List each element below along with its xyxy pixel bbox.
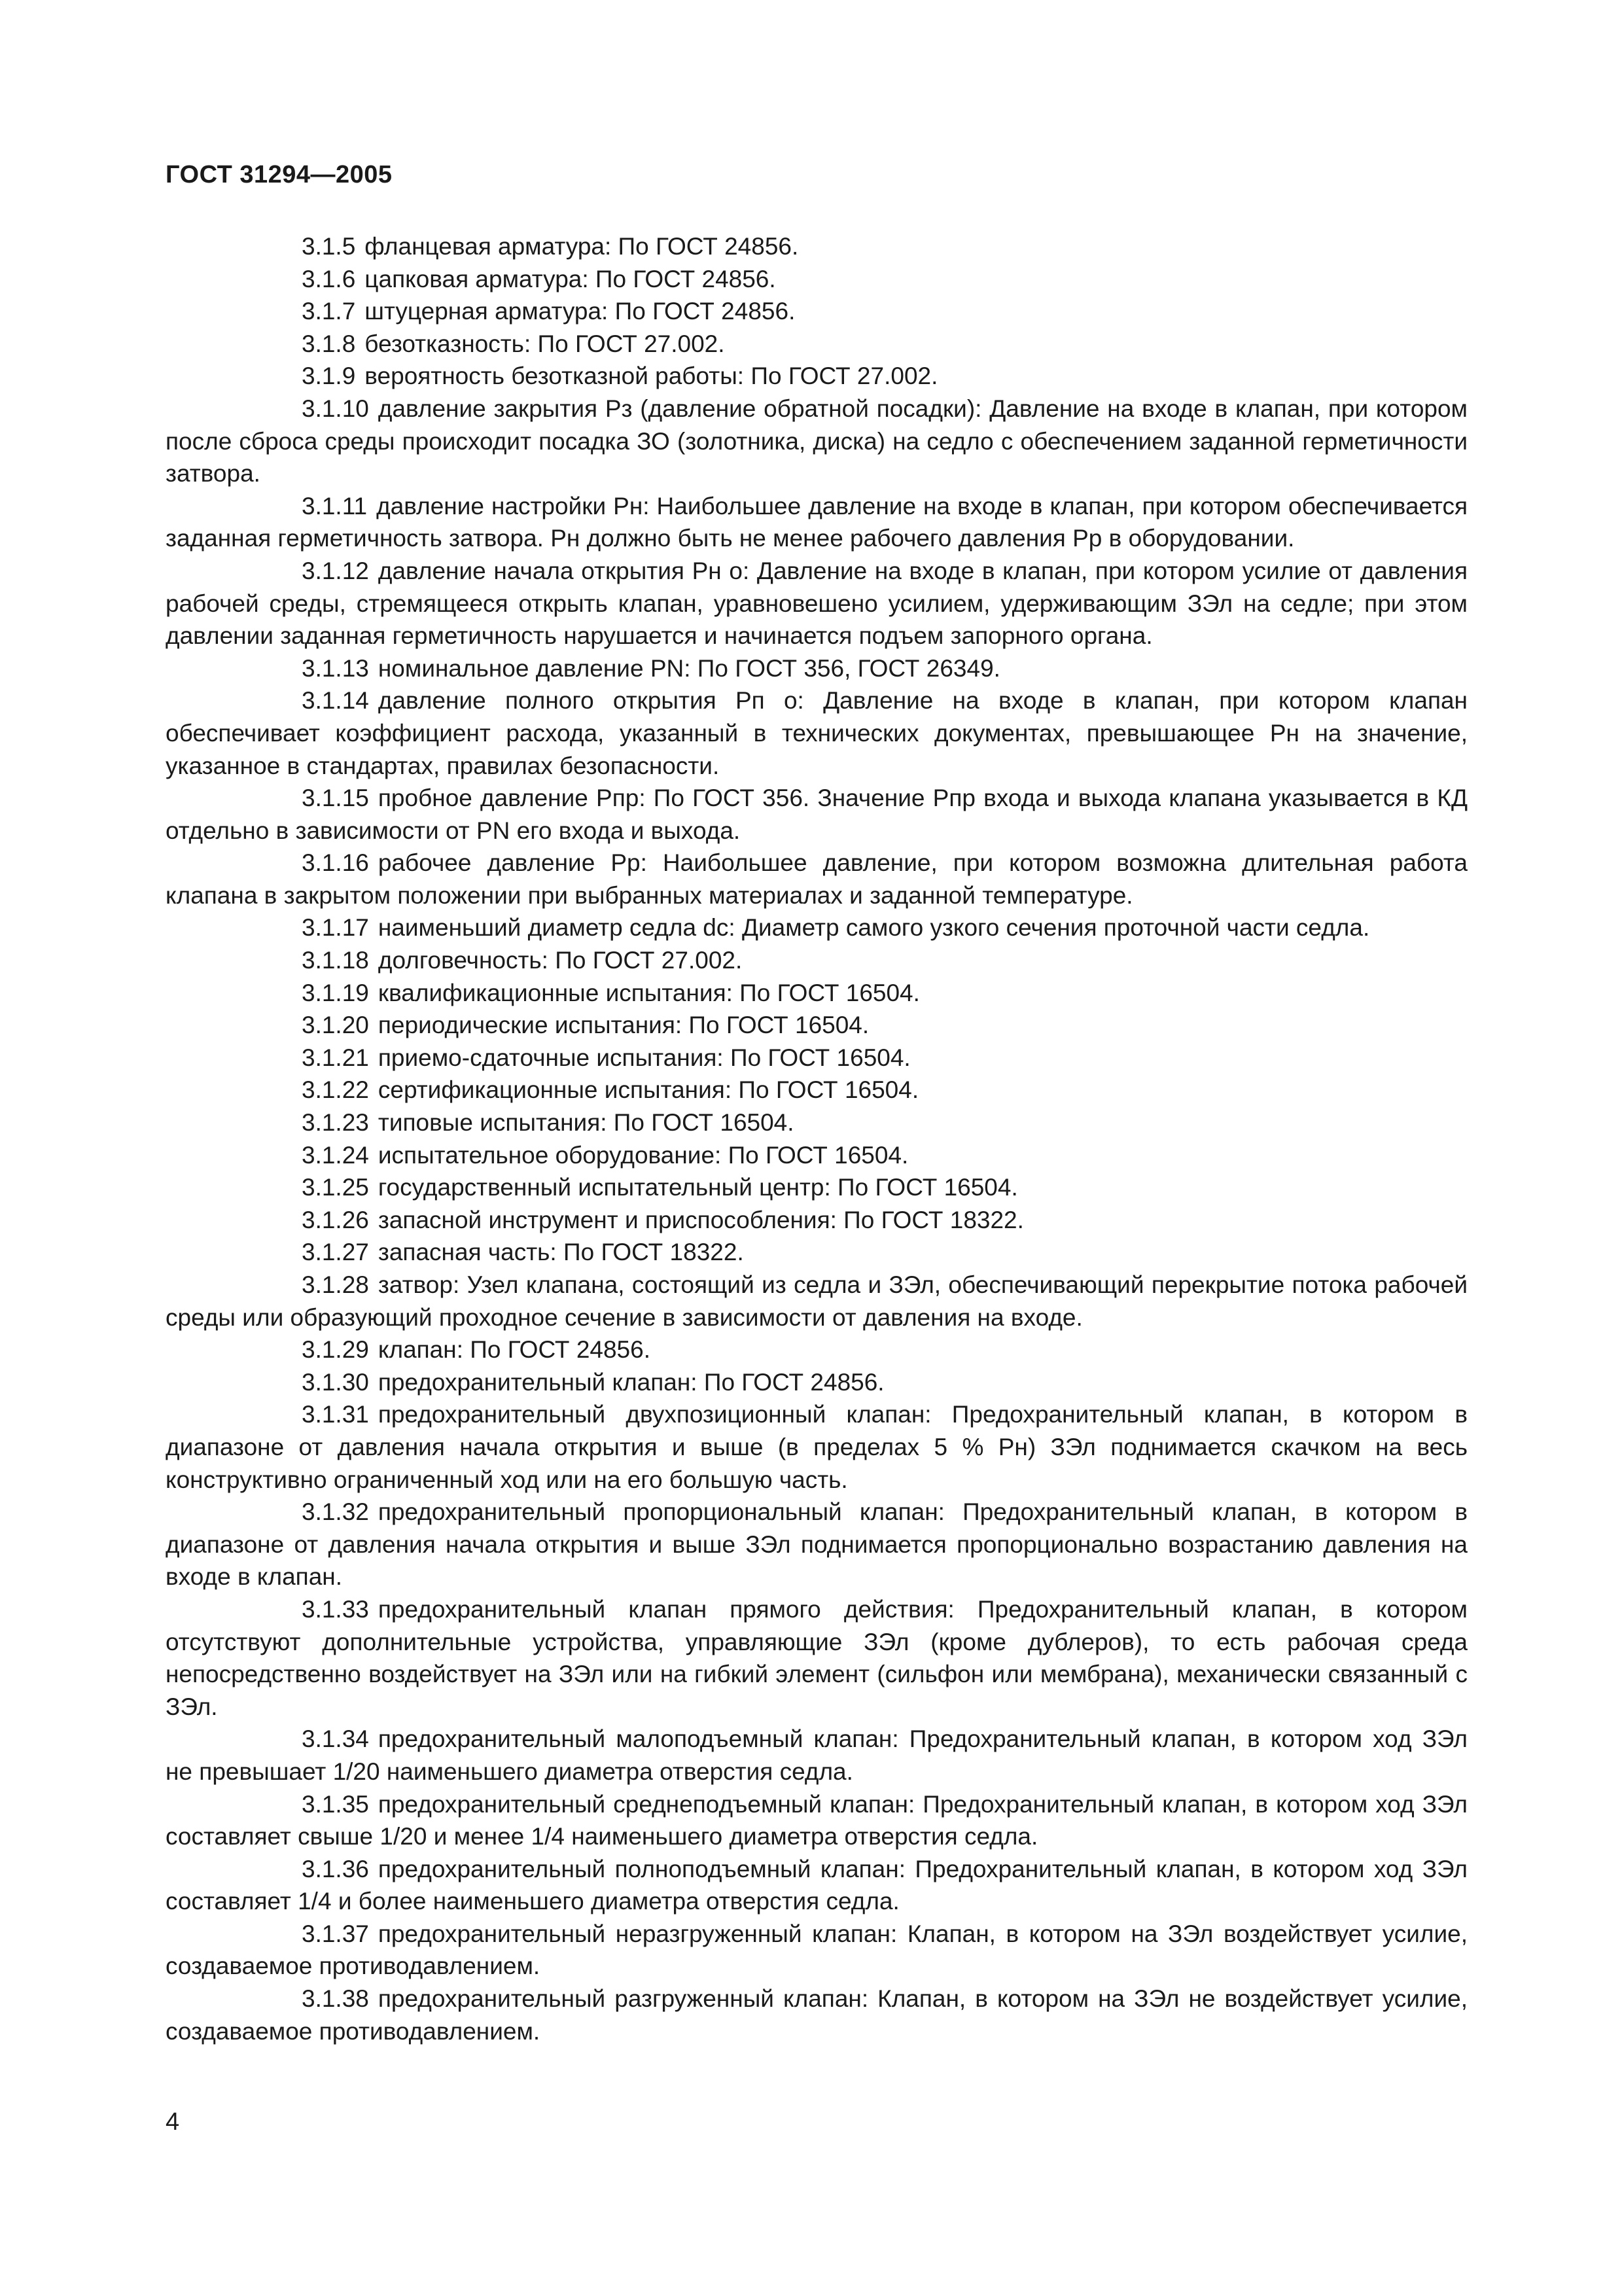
term-text: предохранительный среднеподъемный клапан: Предохранительный клапан, в котором ход ЗЭл составляет свыше 1/20 и менее 1/4 наименьшего диаметра отверстия седла. (166, 1790, 1468, 1850)
term-item (166, 360, 1468, 393)
term-text: государственный испытательный центр: По ГОСТ 16504. (378, 1174, 1018, 1201)
term-item (166, 1204, 1468, 1237)
term-item (166, 1009, 1468, 1042)
term-text: предохранительный пропорциональный клапан: Предохранительный клапан, в котором в диапазоне от давления начала открытия и выше ЗЭл поднимается пропорционально возрастанию давления на входе в клапан. (166, 1498, 1468, 1591)
term-number: 3.1.34 (302, 1725, 369, 1753)
term-item (166, 1496, 1468, 1593)
term-item (166, 555, 1468, 652)
page-number: 4 (166, 2108, 180, 2136)
term-number: 3.1.18 (302, 947, 369, 974)
term-number: 3.1.32 (302, 1498, 369, 1526)
term-item (166, 977, 1468, 1010)
term-number: 3.1.5 (302, 233, 356, 260)
term-text: безотказность: По ГОСТ 27.002. (364, 330, 725, 357)
term-item (166, 1269, 1468, 1333)
term-item (166, 1398, 1468, 1496)
term-number: 3.1.21 (302, 1044, 369, 1071)
term-text: сертификационные испытания: По ГОСТ 16504. (378, 1076, 919, 1104)
term-item (166, 230, 1468, 263)
term-item (166, 911, 1468, 944)
term-item (166, 1074, 1468, 1106)
term-number: 3.1.9 (302, 362, 356, 390)
term-text: предохранительный разгруженный клапан: Клапан, в котором на ЗЭл не воздействует усилие, создаваемое противодавлением. (166, 1985, 1468, 2045)
term-item (166, 1918, 1468, 1983)
term-number: 3.1.36 (302, 1855, 369, 1882)
term-number: 3.1.13 (302, 654, 369, 682)
term-item (166, 263, 1468, 296)
term-number: 3.1.12 (302, 557, 369, 584)
term-text: давление закрытия Pз (давление обратной посадки): Давление на входе в клапан, при котором после сброса среды происходит посадка ЗО (золотника, диска) на седло с обеспечением заданной герметичности затвора. (166, 395, 1468, 487)
term-item (166, 295, 1468, 328)
term-item (166, 490, 1468, 555)
term-item (166, 782, 1468, 847)
term-number: 3.1.19 (302, 979, 369, 1006)
term-item (166, 652, 1468, 685)
term-item (166, 1983, 1468, 2047)
term-number: 3.1.28 (302, 1271, 369, 1298)
term-text: номинальное давление PN: По ГОСТ 356, ГОСТ 26349. (378, 654, 1000, 682)
term-item (166, 1366, 1468, 1399)
term-text: предохранительный клапан: По ГОСТ 24856. (378, 1368, 885, 1396)
term-number: 3.1.8 (302, 330, 356, 357)
term-number: 3.1.27 (302, 1239, 369, 1266)
term-item (166, 1788, 1468, 1853)
term-text: предохранительный неразгруженный клапан: Клапан, в котором на ЗЭл воздействует усилие, создаваемое противодавлением. (166, 1920, 1468, 1980)
term-text: давление настройки Pн: Наибольшее давление на входе в клапан, при котором обеспечивается заданная герметичность затвора. Pн должно быть не менее рабочего давления Pр в оборудовании. (166, 492, 1468, 552)
term-text: вероятность безотказной работы: По ГОСТ 27.002. (364, 362, 938, 390)
term-text: испытательное оборудование: По ГОСТ 16504. (378, 1141, 909, 1169)
term-text: типовые испытания: По ГОСТ 16504. (378, 1109, 794, 1137)
term-text: пробное давление Pпр: По ГОСТ 356. Значение Pпр входа и выхода клапана указывается в КД отдельно в зависимости от PN его входа и выхода. (166, 785, 1468, 844)
term-text: квалификационные испытания: По ГОСТ 16504. (378, 979, 920, 1006)
term-number: 3.1.30 (302, 1368, 369, 1396)
term-number: 3.1.10 (302, 395, 369, 422)
term-number: 3.1.20 (302, 1012, 369, 1039)
term-text: давление полного открытия Pп о: Давление на входе в клапан, при котором клапан обеспечивает коэффициент расхода, указанный в технических документах, превышающее Pн на значение, указанное в стандартах, правилах безопасности. (166, 687, 1468, 779)
term-number: 3.1.15 (302, 785, 369, 812)
term-text: штуцерная арматура: По ГОСТ 24856. (364, 298, 796, 325)
term-text: запасной инструмент и приспособления: По ГОСТ 18322. (378, 1206, 1024, 1233)
term-item (166, 1171, 1468, 1204)
term-number: 3.1.16 (302, 849, 369, 877)
term-item (166, 1042, 1468, 1074)
term-number: 3.1.26 (302, 1206, 369, 1233)
term-number: 3.1.31 (302, 1401, 369, 1428)
term-text: предохранительный полноподъемный клапан: Предохранительный клапан, в котором ход ЗЭл составляет 1/4 и более наименьшего диаметра отверстия седла. (166, 1855, 1468, 1915)
term-number: 3.1.38 (302, 1985, 369, 2013)
term-item (166, 328, 1468, 361)
term-number: 3.1.6 (302, 265, 356, 292)
term-text: фланцевая арматура: По ГОСТ 24856. (364, 233, 799, 260)
term-item (166, 684, 1468, 782)
term-item (166, 1593, 1468, 1723)
term-text: предохранительный малоподъемный клапан: Предохранительный клапан, в котором ход ЗЭл не превышает 1/20 наименьшего диаметра отверстия седла. (166, 1725, 1468, 1785)
term-text: наименьший диаметр седла dс: Диаметр самого узкого сечения проточной части седла. (378, 914, 1370, 942)
term-number: 3.1.7 (302, 298, 356, 325)
terms-list (166, 230, 1468, 2047)
term-text: предохранительный двухпозиционный клапан: Предохранительный клапан, в котором в диапазоне от давления начала открытия и выше (в пределах 5 % Pн) ЗЭл поднимается скачком на весь конструктивно ограниченный ход или на его большую часть. (166, 1401, 1468, 1493)
term-item (166, 393, 1468, 490)
term-item (166, 1853, 1468, 1918)
term-text: запасная часть: По ГОСТ 18322. (378, 1239, 744, 1266)
term-number: 3.1.29 (302, 1336, 369, 1364)
term-text: приемо-сдаточные испытания: По ГОСТ 16504. (378, 1044, 911, 1071)
term-item (166, 1106, 1468, 1139)
term-number: 3.1.17 (302, 914, 369, 942)
term-text: предохранительный клапан прямого действия: Предохранительный клапан, в котором отсутствуют дополнительные устройства, управляющие ЗЭл (кроме дублеров), то есть рабочая среда непосредственно воздействует на ЗЭл или на гибкий элемент (сильфон или мембрана), механически связанный с ЗЭл. (166, 1595, 1468, 1720)
term-number: 3.1.33 (302, 1595, 369, 1623)
term-text: рабочее давление Pр: Наибольшее давление, при котором возможна длительная работа клапана в закрытом положении при выбранных материалах и заданной температуре. (166, 849, 1468, 909)
term-number: 3.1.23 (302, 1109, 369, 1137)
term-item (166, 847, 1468, 911)
term-number: 3.1.14 (302, 687, 369, 715)
term-text: давление начала открытия Pн о: Давление на входе в клапан, при котором усилие от давления рабочей среды, стремящееся открыть клапан, уравновешено усилием, удерживающим ЗЭл на седле; при этом давлении заданная герметичность нарушается и начинается подъем запорного органа. (166, 557, 1468, 650)
term-number: 3.1.35 (302, 1790, 369, 1818)
term-item (166, 1139, 1468, 1172)
term-item (166, 1236, 1468, 1269)
term-item (166, 944, 1468, 977)
term-text: периодические испытания: По ГОСТ 16504. (378, 1012, 870, 1039)
term-text: клапан: По ГОСТ 24856. (378, 1336, 650, 1364)
term-number: 3.1.25 (302, 1174, 369, 1201)
term-text: затвор: Узел клапана, состоящий из седла и ЗЭл, обеспечивающий перекрытие потока рабочей среды или образующий проходное сечение в зависимости от давления на входе. (166, 1271, 1468, 1331)
document-header: ГОСТ 31294—2005 (166, 161, 393, 188)
term-number: 3.1.22 (302, 1076, 369, 1104)
term-item (166, 1723, 1468, 1788)
term-number: 3.1.37 (302, 1920, 369, 1947)
term-text: долговечность: По ГОСТ 27.002. (378, 947, 743, 974)
term-item (166, 1333, 1468, 1366)
term-number: 3.1.24 (302, 1141, 369, 1169)
term-text: цапковая арматура: По ГОСТ 24856. (364, 265, 776, 292)
term-number: 3.1.11 (302, 492, 368, 520)
